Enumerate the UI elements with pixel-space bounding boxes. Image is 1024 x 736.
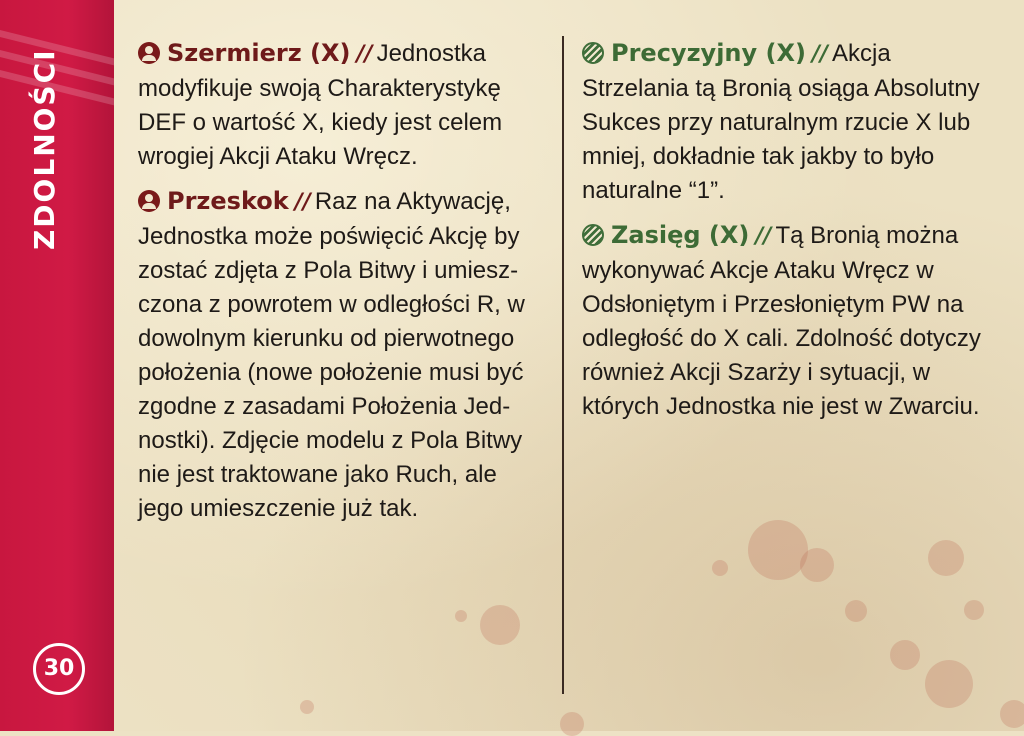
stain-decoration (925, 660, 973, 708)
stain-decoration (748, 520, 808, 580)
person-icon (138, 190, 160, 212)
page-number: 30 (33, 643, 85, 695)
stain-decoration (890, 640, 920, 670)
stain-decoration (712, 560, 728, 576)
ability-description: Raz na Aktywację, Jednostka może poświęcić Akcję by zostać zdjęta z Pola Bitwy i umiesz-czona z powrotem w odległości R, w dowolnym kierunku od pierwotnego położenia (nowe położenie musi być zgodne z zasadami Położenia Jed-nostki). Zdjęcie modelu z Pola Bitwy nie jest traktowane jako Ruch, ale jego umieszczenie już tak. (138, 188, 525, 522)
column-divider (562, 36, 564, 694)
stain-decoration (455, 610, 467, 622)
ability-separator: // (811, 42, 829, 67)
stain-decoration (480, 605, 520, 645)
left-column (138, 36, 543, 536)
ranged-weapon-icon (582, 42, 604, 64)
stain-decoration (560, 712, 584, 736)
ability-separator: // (356, 42, 373, 67)
ranged-weapon-icon (582, 224, 604, 246)
stain-decoration (800, 548, 834, 582)
ability-name: Przeskok (167, 187, 289, 215)
stain-decoration (964, 600, 984, 620)
ability-name: Precyzyjny (X) (611, 39, 806, 67)
right-column (582, 36, 992, 434)
ability-separator: // (755, 224, 772, 249)
stain-decoration (845, 600, 867, 622)
stain-decoration (1000, 700, 1024, 728)
ability-name: Szermierz (X) (167, 39, 351, 67)
ability-description: Tą Bronią można wykonywać Akcje Ataku Wręcz w Odsłoniętym i Przesłoniętym PW na odległość do X cali. Zdolność dotyczy również Akcji Szarży i sytuacji, w których Jednostka nie jest w Zwarciu. (582, 222, 981, 420)
chapter-sidebar (0, 0, 114, 731)
ability-entry-przeskok (138, 184, 543, 526)
stain-decoration (928, 540, 964, 576)
ability-entry-zasieg (582, 218, 992, 424)
ability-entry-precyzyjny (582, 36, 992, 208)
ability-name: Zasięg (X) (611, 221, 750, 249)
ability-description: Akcja Strzelania tą Bronią osiąga Absolutny Sukces przy naturalnym rzucie X lub mniej, dokładnie tak jakby to było naturalne “1”. (582, 40, 980, 204)
chapter-title: ZDOLNOŚCI (28, 48, 61, 250)
ability-separator: // (294, 190, 311, 215)
stain-decoration (300, 700, 314, 714)
person-icon (138, 42, 160, 64)
ability-description: Jednostka modyfikuje swoją Charakterystykę DEF o wartość X, kiedy jest celem wrogiej Akcji Ataku Wręcz. (138, 40, 503, 170)
ability-entry-szermierz (138, 36, 543, 174)
